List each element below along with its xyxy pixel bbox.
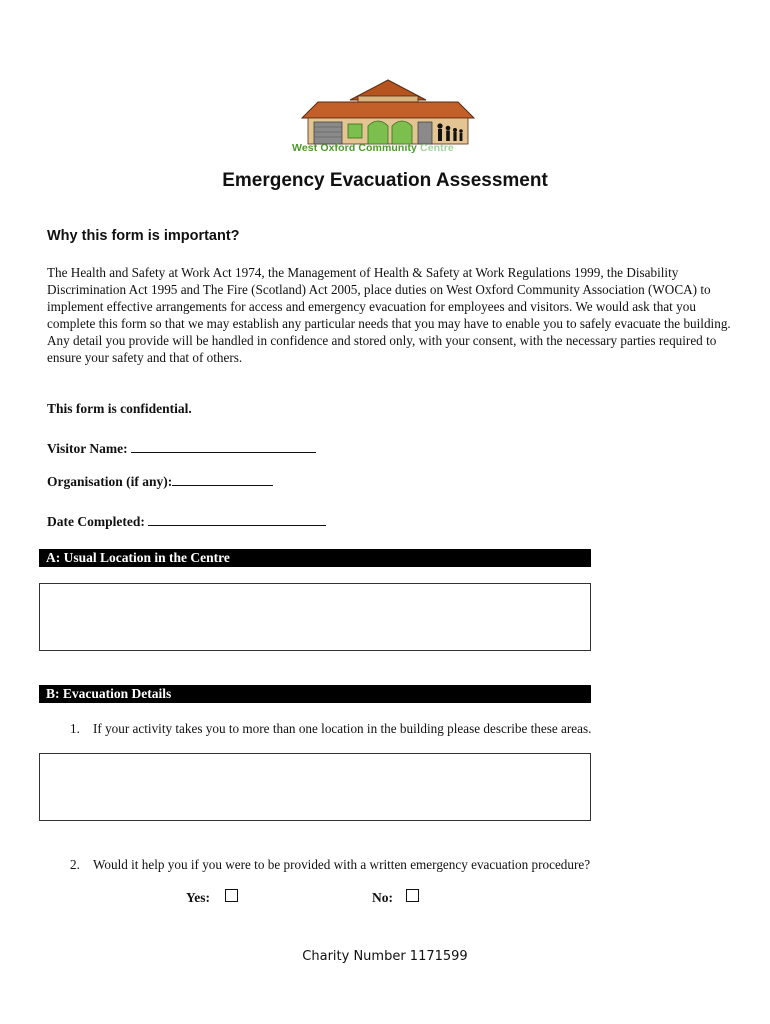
page-title: Emergency Evacuation Assessment: [222, 170, 548, 191]
section-a-header: A: Usual Location in the Centre: [39, 549, 591, 567]
confidential-note: This form is confidential.: [47, 401, 192, 416]
logo-wordmark: [292, 142, 482, 154]
question-2: [70, 857, 590, 873]
locations-description-box[interactable]: [39, 753, 591, 821]
no-label: No:: [372, 890, 393, 905]
question-2-number: 2.: [70, 857, 80, 872]
question-1-text: If your activity takes you to more than one location in the building please describe these areas.: [93, 721, 592, 736]
question-2-text: Would it help you if you were to be provided with a written emergency evacuation procedure?: [93, 857, 591, 872]
organisation-field[interactable]: [172, 472, 273, 486]
usual-location-box[interactable]: [39, 583, 591, 651]
yes-checkbox[interactable]: [225, 889, 238, 902]
section-b-header: B: Evacuation Details: [39, 685, 591, 703]
yes-label: Yes:: [186, 890, 210, 905]
date-completed-field[interactable]: [148, 512, 326, 526]
organisation-row: [47, 472, 273, 490]
date-completed-row: [47, 512, 326, 530]
logo-text-main: West Oxford Community: [292, 142, 421, 154]
logo-text-faded: Centre: [420, 142, 454, 154]
no-checkbox[interactable]: [406, 889, 419, 902]
date-completed-label: Date Completed:: [47, 514, 149, 529]
question-1: [70, 721, 591, 737]
organisation-label: Organisation (if any):: [47, 474, 173, 489]
visitor-name-row: [47, 439, 316, 457]
intro-paragraph: The Health and Safety at Work Act 1974, the Management of Health & Safety at Work Regulations 1999, the Disability Discrimination Act 1995 and The Fire (Scotland) Act 2005, place duties on West Oxford Community Association (WOCA) to implement effective arrangements for access and emergency evacuation for employees and visitors. We would ask that you complete this form so that we may establish any particular needs that you may have to enable you to safely evacuate the building. Any detail you provide will be handled in confidence and stored only, with your consent, with the necessary parties required to ensure your safety and that of others.: [47, 265, 731, 365]
charity-number: Charity Number 1171599: [302, 949, 468, 964]
visitor-name-field[interactable]: [131, 439, 316, 453]
question-1-number: 1.: [70, 721, 80, 736]
visitor-name-label: Visitor Name:: [47, 441, 131, 456]
why-heading: Why this form is important?: [47, 228, 240, 244]
